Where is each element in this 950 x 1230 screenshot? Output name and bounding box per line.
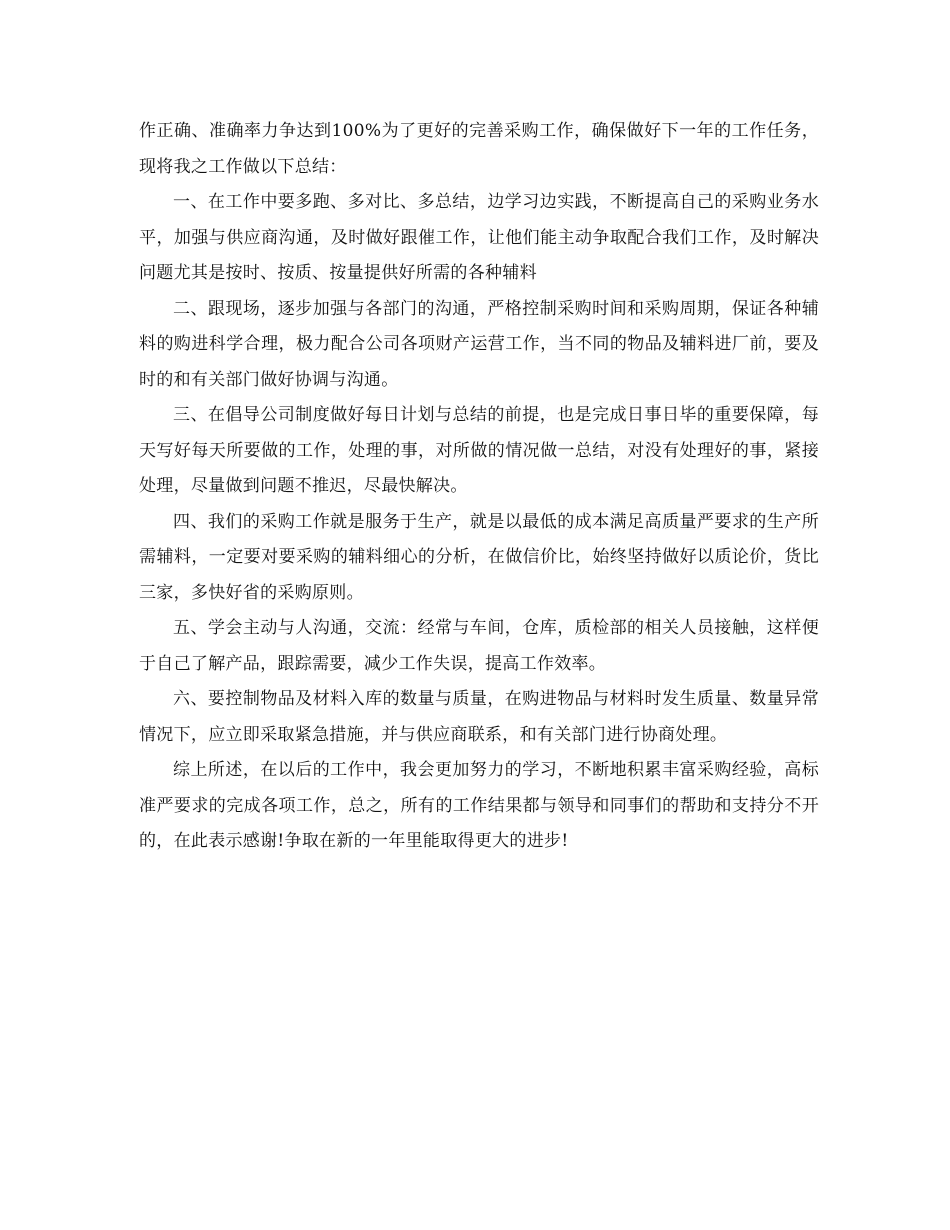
paragraph-conclusion: 综上所述，在以后的工作中，我会更加努力的学习，不断地积累丰富采购经验，高标准严要求的完成各项工作，总之，所有的工作结果都与领导和同事们的帮助和支持分不开的，在此表示感谢!争取在新的一年里能取得更大的进步! [139,760,819,851]
paragraph-item-1: 一、在工作中要多跑、多对比、多总结，边学习边实践，不断提高自己的采购业务水平，加强与供应商沟通，及时做好跟催工作，让他们能主动争取配合我们工作，及时解决问题尤其是按时、按质、按量提供好所需的各种辅料 [139,192,819,283]
paragraph-item-3: 三、在倡导公司制度做好每日计划与总结的前提，也是完成日事日毕的重要保障，每天写好每天所要做的工作，处理的事，对所做的情况做一总结，对没有处理好的事，紧接处理，尽量做到问题不推迟，尽最快解决。 [139,405,819,496]
paragraph-item-2: 二、跟现场，逐步加强与各部门的沟通，严格控制采购时间和采购周期，保证各种辅料的购进科学合理，极力配合公司各项财产运营工作，当不同的物品及辅料进厂前，要及时的和有关部门做好协调与沟通。 [139,298,819,390]
paragraph-item-4: 四、我们的采购工作就是服务于生产，就是以最低的成本满足高质量严要求的生产所需辅料，一定要对要采购的辅料细心的分析，在做信价比，始终坚持做好以质论价，货比三家，多快好省的采购原则。 [139,511,819,603]
paragraph-item-5: 五、学会主动与人沟通，交流：经常与车间，仓库，质检部的相关人员接触，这样便于自己了解产品，跟踪需要，减少工作失误，提高工作效率。 [139,618,819,674]
document-body [139,114,819,860]
paragraph-intro-continuation: 作正确、准确率力争达到100%为了更好的完善采购工作，确保做好下一年的工作任务，现将我之工作做以下总结： [139,121,819,177]
paragraph-item-6: 六、要控制物品及材料入库的数量与质量，在购进物品与材料时发生质量、数量异常情况下，应立即采取紧急措施，并与供应商联系，和有关部门进行协商处理。 [139,689,819,745]
